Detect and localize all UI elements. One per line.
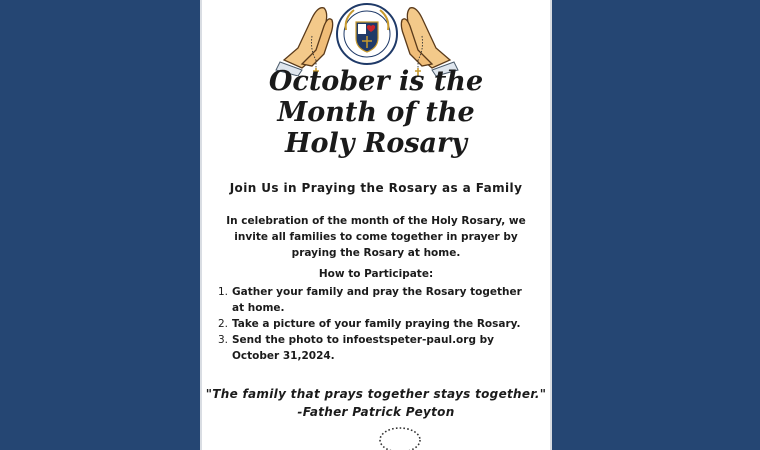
- step-text: Gather your family and pray the Rosary together at home.: [232, 286, 522, 314]
- quote: "The family that prays together stays together.": [205, 387, 547, 401]
- steps-list: [218, 284, 534, 364]
- list-item: [218, 332, 534, 364]
- step-number: 1.: [218, 286, 229, 298]
- rosary-icon: [374, 422, 426, 450]
- title-line-2: Month of the: [277, 97, 475, 128]
- header-art: [272, 0, 462, 76]
- step-number: 3.: [218, 334, 229, 346]
- list-item: [218, 284, 534, 316]
- quote-author: -Father Patrick Peyton: [297, 405, 455, 419]
- school-crest-icon: [337, 4, 397, 64]
- step-text: Send the photo to infoestspeter-paul.org by October 31,2024.: [232, 334, 494, 362]
- list-item: [218, 316, 534, 332]
- page-title: [202, 66, 550, 159]
- title-line-3: Holy Rosary: [285, 128, 467, 159]
- flyer: [200, 0, 552, 450]
- intro-paragraph: In celebration of the month of the Holy Rosary, we invite all families to come together in prayer by praying the Rosary at home.: [226, 215, 526, 259]
- step-text: Take a picture of your family praying the Rosary.: [232, 318, 521, 330]
- step-number: 2.: [218, 318, 229, 330]
- title-line-1: October is the: [268, 66, 484, 97]
- how-to-title: How to Participate:: [318, 268, 434, 280]
- subtitle: Join Us in Praying the Rosary as a Family: [229, 181, 523, 195]
